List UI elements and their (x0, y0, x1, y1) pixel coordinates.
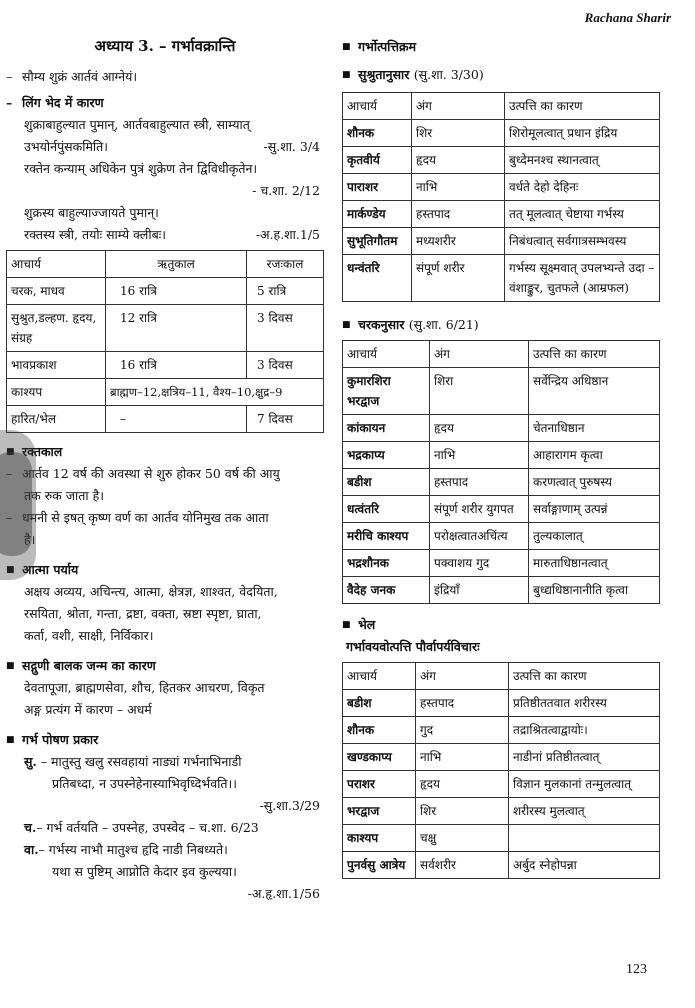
table-cell: मध्यशरीर (412, 228, 505, 255)
table-cell: तुल्यकालात् (529, 523, 660, 550)
table-cell: आहारागम कृत्वा (529, 442, 660, 469)
table-cell: 3 दिवस (247, 305, 324, 352)
table-cell: शौनक (343, 717, 416, 744)
page-number: 123 (626, 962, 647, 977)
ritu-header: रजःकाल (247, 251, 324, 278)
table-row (343, 550, 660, 577)
table-cell: भावप्रकाश (7, 352, 106, 379)
bhel-heading: भेल (358, 617, 376, 632)
table-cell: करणत्वात् पुरुषस्य (529, 469, 660, 496)
ch-line: – गर्भ वर्तयति – उपस्नेह, उपस्वेद (36, 820, 185, 835)
table-cell: भरद्वाज (343, 798, 416, 825)
table-cell (509, 825, 660, 852)
square-bullet-icon: ■ (342, 42, 351, 52)
table-cell: हस्तपाद (416, 690, 509, 717)
table-row (343, 523, 660, 550)
table-cell: हस्तपाद (412, 201, 505, 228)
right-column (342, 34, 660, 879)
table-cell: 7 दिवस (247, 406, 324, 433)
table-row (343, 415, 660, 442)
table-cell: चक्षु (416, 825, 509, 852)
atma-line: रसयिता, श्रोता, गन्ता, द्रष्टा, वक्ता, स्रष्टा स्पृष्टा, घ्राता, (24, 606, 262, 621)
ch-label: च. (24, 820, 37, 835)
va-ref: -अ.हृ.शा.1/56 (247, 886, 320, 901)
table-header: अंग (430, 341, 529, 368)
table-cell: शिरा (430, 368, 529, 415)
table-cell: हृदय (416, 771, 509, 798)
table-row (343, 255, 660, 302)
square-bullet-icon: ■ (6, 447, 15, 457)
ritu-table (6, 250, 324, 433)
table-cell: भद्रकाप्य (343, 442, 430, 469)
table-cell: कुमारशिरा भरद्वाज (343, 368, 430, 415)
poshan-heading: गर्भ पोषण प्रकार (22, 732, 99, 747)
table-row (343, 228, 660, 255)
table-cell: शौनक (343, 120, 412, 147)
table-row (343, 442, 660, 469)
table-cell: इंद्रियाँ (430, 577, 529, 604)
square-bullet-icon: ■ (342, 320, 351, 330)
table-cell: वैदेह जनक (343, 577, 430, 604)
table-header: उत्पत्ति का कारण (529, 341, 660, 368)
chapter-title: अध्याय 3. – गर्भावक्रान्ति (94, 37, 236, 55)
table-row (7, 379, 324, 406)
ling-line-4: शुक्रस्य बाहुल्याज्जायते पुमान्। (24, 205, 159, 220)
table-row (343, 469, 660, 496)
ling-line-1: शुक्राबाहुल्यात पुमान्, आर्तवबाहुल्यात स्त्री, साम्यात् (24, 117, 250, 132)
su-ref: -सु.शा.3/29 (259, 798, 320, 813)
table-row (7, 305, 324, 352)
table-cell: धत्वंतरि (343, 496, 430, 523)
table-header: उत्पत्ति का कारण (505, 93, 660, 120)
table-header: आचार्य (343, 663, 416, 690)
sushrut-ref: (सु.शा. 3/30) (413, 67, 484, 82)
sushrut-table (342, 92, 660, 302)
table-cell: शिर (416, 798, 509, 825)
square-bullet-icon: ■ (6, 735, 15, 745)
table-row (343, 496, 660, 523)
square-bullet-icon: ■ (342, 70, 351, 80)
table-cell: कांकायन (343, 415, 430, 442)
table-cell: बुध्द्यधिष्ठानानीति कृत्वा (529, 577, 660, 604)
table-cell: भद्रशौनक (343, 550, 430, 577)
table-cell: ब्राह्मण–12,क्षत्रिय–11, वैश्य–10,क्षुद्र–9 (106, 379, 324, 406)
ling-ref-3: -अ.ह.शा.1/5 (255, 227, 320, 242)
table-cell: काश्यप (7, 379, 106, 406)
table-row (343, 717, 660, 744)
table-cell: हारित/भेल (7, 406, 106, 433)
table-cell: पाराशर (343, 174, 412, 201)
charak-heading: चरकनुसार (358, 317, 405, 332)
table-cell: सुश्रुत,डल्हण. हृदय, संग्रह (7, 305, 106, 352)
table-header: अंग (412, 93, 505, 120)
atma-line: अक्षय अव्यय, अचिन्त्य, आत्मा, क्षेत्रज्ञ, शाश्वत, वेदयिता, (24, 584, 278, 599)
table-row (7, 278, 324, 305)
table-row (343, 771, 660, 798)
square-bullet-icon: ■ (6, 661, 15, 671)
table-cell: परोक्षत्वातअचिंत्य (430, 523, 529, 550)
atma-heading: आत्मा पर्याय (22, 562, 79, 577)
charak-table (342, 340, 660, 604)
table-row (343, 825, 660, 852)
table-cell: कृतवीर्य (343, 147, 412, 174)
table-row (343, 201, 660, 228)
table-cell: शिरोमूलत्वात् प्रधान इंद्रिय (505, 120, 660, 147)
table-row (343, 174, 660, 201)
ling-line-3: रक्तेन कन्याम् अधिकेन पुत्रं शुक्रेण तेन द्विविधीकृतेन। (24, 161, 258, 176)
table-cell: पक्वाशय गुद (430, 550, 529, 577)
raktakal-line-1: आर्तव 12 वर्ष की अवस्था से शुरु होकर 50 वर्ष की आयु (22, 466, 280, 481)
table-header: आचार्य (343, 341, 430, 368)
square-bullet-icon: ■ (6, 565, 15, 575)
table-cell: विज्ञान मुलकानां तन्मुलत्वात् (509, 771, 660, 798)
table-cell: नाभि (416, 744, 509, 771)
table-cell: 16 रात्रि (106, 278, 247, 305)
table-cell: हृदय (412, 147, 505, 174)
ritu-header: आचार्य (7, 251, 106, 278)
atma-line: कर्ता, वशी, साक्षी, निर्विकार। (24, 628, 154, 643)
table-cell: पुनर्वसु आत्रेय (343, 852, 416, 879)
table-cell: बुध्देमनश्च स्थानत्वात् (505, 147, 660, 174)
intro-line: सौम्य शुक्रं आर्तवं आग्नेयं। (22, 69, 138, 84)
bhel-subheading: गर्भावयवोत्पत्ति पौर्वापर्यविचारः (346, 639, 480, 654)
table-cell: – (106, 406, 247, 433)
table-cell: 16 रात्रि (106, 352, 247, 379)
su-label: सु. (24, 754, 37, 769)
table-cell: खण्डकाप्य (343, 744, 416, 771)
table-cell: नाभि (412, 174, 505, 201)
table-row (343, 577, 660, 604)
ling-line-2: उभयोर्नपुंसकमिति। (24, 139, 109, 154)
ling-ref-2: - च.शा. 2/12 (252, 183, 320, 198)
ling-ref-1: -सु.शा. 3/4 (263, 139, 320, 154)
table-cell: चेतनाधिष्ठान (529, 415, 660, 442)
va-line-2: यथा स पुष्टिम् आप्नोति केदार इव कुल्यया। (52, 864, 237, 879)
table-cell: प्रतिष्ठीततवात शरीरस्य (509, 690, 660, 717)
table-row (343, 368, 660, 415)
table-row (343, 852, 660, 879)
table-cell: संपूर्ण शरीर (412, 255, 505, 302)
sadguni-line: देवतापूजा, ब्राह्मणसेवा, शौच, हितकर आचरण, विकृत (24, 680, 265, 695)
va-line-1: – गर्भस्य नाभौ मातुश्च हृदि नाडी निबध्यते। (38, 842, 228, 857)
table-cell: नाडीनां प्रतिष्ठीतत्वात् (509, 744, 660, 771)
sadguni-line: अङ्ग प्रत्यंग में कारण – अधर्म (24, 702, 152, 717)
table-cell: निबंधत्वात् सर्वगात्रसम्भवस्य (505, 228, 660, 255)
table-cell: 12 रात्रि (106, 305, 247, 352)
table-cell: अर्बुद स्नेहोपन्ना (509, 852, 660, 879)
table-row (7, 406, 324, 433)
left-column: अध्याय 3. – गर्भावक्रान्ति – सौम्य शुक्रं आर्तवं आग्नेयं। – लिंग भेद में कारण शुक्राबाहुल्यात पुमान्, आर्तवबाहुल्यात स्त्री, साम्यात् उभयोर्नपुंसकमिति। -सु.शा. 3/4 रक्तेन कन्याम् अधिकेन पुत्रं शुक्रेण तेन द्विविधीकृतेन। - च.शा. 2/12 शुक्रस्य बाहुल्याज्जायते पुमान्। रक्तस्य स्त्री, तयोः साम्ये क्लीबः। -अ.ह.शा.1/5 आचार्य ऋतुकाल रजःकाल चरक, माधव 16 रात्रि 5 रात्रि सुश्रुत,डल्हण. हृदय, संग्रह 12 रात्रि 3 दिवस भावप्रकाश 16 रात्रि 3 दिवस काश्यप ब्राह्मण–12,क्षत्रिय–11, वैश्य–10,क्षुद्र–9 हारित/भेल – 7 दिवस ■ रक्तकाल – आर्तव 12 वर्ष की अवस्था से शुरु होकर 50 वर्ष की आयु तक रुक जाता है। – धमनी से इषत् कृष्ण वर्ण का आर्तव योनिमुख तक आता है। ■ आत्मा पर्याय अक्षय अव्यय, अचिन्त्य, आत्मा, क्षेत्रज्ञ, शाश्वत, वेदयिता, रसयिता, श्रोता, गन्ता, द्रष्टा, वक्ता, स्रष्टा स्पृष्टा, घ्राता, कर्ता, वशी, साक्षी, निर्विकार। ■ सद्गुणी बालक जन्म का कारण देवतापूजा, ब्राह्मणसेवा, शौच, हितकर आचरण, विकृत अङ्ग प्रत्यंग में कारण – अधर्म ■ गर्भ पोषण प्रकार सु. – मातुस्तु खलु रसवहायां नाड्यां गर्भनाभिनाडी प्रतिबध्दा, न उपस्नेहेनास्याभिवृध्दिर्भवति।। -सु.शा.3/29 च.– गर्भ वर्तयति – उपस्नेह, उपस्वेद – च.शा. 6/23 वा.– गर्भस्य नाभौ मातुश्च हृदि नाडी निबध्यते। यथा स पुष्टिम् आप्नोति केदार इव कुल्यया। -अ.हृ.शा.1/56 (6, 30, 324, 905)
table-header: अंग (416, 663, 509, 690)
su-line-2: प्रतिबध्दा, न उपस्नेहेनास्याभिवृध्दिर्भवति।। (52, 776, 237, 791)
raktakal-line-2: धमनी से इषत् कृष्ण वर्ण का आर्तव योनिमुख तक आता (22, 510, 269, 525)
table-cell: शिर (412, 120, 505, 147)
table-header: उत्पत्ति का कारण (509, 663, 660, 690)
table-cell: मरीचि काश्यप (343, 523, 430, 550)
ling-heading: लिंग भेद में कारण (22, 95, 104, 110)
table-row (343, 120, 660, 147)
table-row (343, 798, 660, 825)
va-label: वा. (24, 842, 39, 857)
table-cell: काश्यप (343, 825, 416, 852)
table-cell: 5 रात्रि (247, 278, 324, 305)
book-header: Rachana Sharir (584, 10, 671, 25)
table-cell: हस्तपाद (430, 469, 529, 496)
square-bullet-icon: ■ (342, 620, 351, 630)
table-cell: 3 दिवस (247, 352, 324, 379)
table-row (343, 744, 660, 771)
table-cell: सर्वेन्द्रिय अधिष्ठान (529, 368, 660, 415)
bhel-table (342, 662, 660, 879)
table-cell: बडीश (343, 469, 430, 496)
table-cell: मार्कण्डेय (343, 201, 412, 228)
table-cell: वर्धते देहो देहिनः (505, 174, 660, 201)
table-row (343, 147, 660, 174)
table-row (7, 352, 324, 379)
table-cell: हृदय (430, 415, 529, 442)
table-cell: पराशर (343, 771, 416, 798)
table-cell: बडीश (343, 690, 416, 717)
table-cell: सर्वाङ्गाणाम् उत्पन्नं (529, 496, 660, 523)
table-row (343, 690, 660, 717)
raktakal-heading: रक्तकाल (22, 444, 63, 459)
raktakal-line-1b: तक रुक जाता है। (24, 488, 104, 503)
table-cell: सर्वशरीर (416, 852, 509, 879)
su-line-1: – मातुस्तु खलु रसवहायां नाड्यां गर्भनाभिनाडी (40, 754, 242, 769)
charak-ref: (सु.शा. 6/21) (408, 317, 479, 332)
table-cell: तद्राश्रितत्वाद्वायोः। (509, 717, 660, 744)
table-cell: सुभूतिगौतम (343, 228, 412, 255)
ling-line-5: रक्तस्य स्त्री, तयोः साम्ये क्लीबः। (24, 227, 166, 242)
table-cell: गुद (416, 717, 509, 744)
raktakal-line-2b: है। (24, 532, 36, 547)
table-header: आचार्य (343, 93, 412, 120)
floating-handle-knob[interactable] (0, 452, 32, 556)
ritu-header: ऋतुकाल (106, 251, 247, 278)
table-cell: चरक, माधव (7, 278, 106, 305)
ch-ref: – च.शा. 6/23 (188, 820, 259, 835)
right-heading-1: गर्भोत्पत्तिक्रम (358, 39, 417, 54)
table-cell: धन्वंतरि (343, 255, 412, 302)
table-cell: गर्भस्य सूक्ष्मवात् उपलभ्यन्ते उदा – वंशाङ्कुर, चुतफले (आम्रफल) (505, 255, 660, 302)
sushrut-heading: सुश्रुतानुसार (358, 67, 410, 82)
table-cell: संपूर्ण शरीर युगपत (430, 496, 529, 523)
table-cell: नाभि (430, 442, 529, 469)
sadguni-heading: सद्गुणी बालक जन्म का कारण (22, 658, 156, 673)
table-cell: तत् मूलत्वात् चेष्टाया गर्भस्य (505, 201, 660, 228)
table-cell: मारुताधिष्ठानत्वात् (529, 550, 660, 577)
table-cell: शरीरस्य मुलत्वात् (509, 798, 660, 825)
